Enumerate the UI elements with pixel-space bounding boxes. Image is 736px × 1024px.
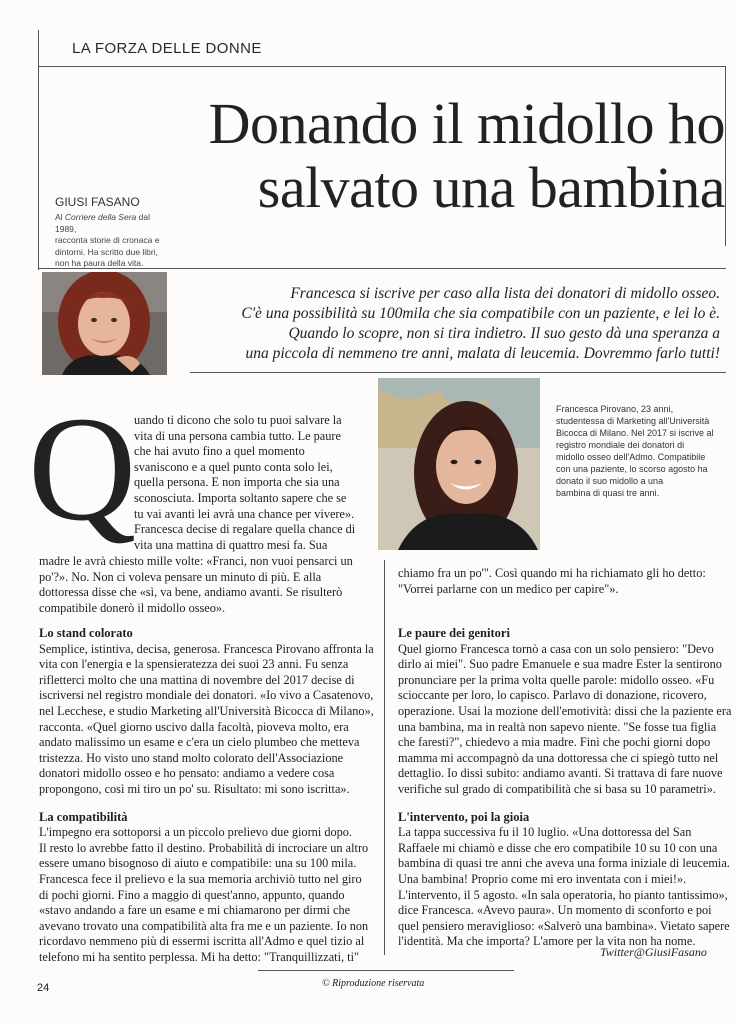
body-line: bambina di quasi tre anni che aveva una forma iniziale di leucemia. (398, 856, 730, 871)
author-name: GIUSI FASANO (55, 195, 140, 209)
body-line: telefono mi ha sentito perplessa. Mi ha detto: "Tranquillizzati, ti" (39, 949, 360, 964)
body-line: vita una mattina di quattro mesi fa. Sua (134, 537, 328, 552)
column-right-start (398, 566, 723, 597)
body-line: Semplice, istintiva, decisa, generosa. Francesca Pirovano affronta la (39, 641, 374, 656)
caption-line: donato il suo midollo a una (556, 476, 664, 486)
body-line: Una bambina! Proprio come mi ero inventata con i miei!». (398, 871, 687, 886)
body-line: Francesca decise di regalare quella chance di (134, 522, 356, 537)
column-divider (384, 560, 385, 955)
body-line: sconosciuta. Importa soltanto sapere che se (134, 490, 347, 505)
caption-line: bambina di quasi tre anni. (556, 488, 660, 498)
body-line: svaniscono e a quel punto conta solo lei, (134, 459, 333, 474)
body-line: La tappa successiva fu il 10 luglio. «Una dottoressa del San (398, 825, 692, 840)
twitter-handle: Twitter@GiusiFasano (600, 945, 707, 959)
column-right (398, 626, 732, 950)
body-line: operazione. Usai la mozione dell'emotività: dissi che la paziente era (398, 703, 732, 718)
body-line: l'identità. Ma che importa? L'amore per la vita non ha nome. (398, 934, 696, 949)
body-line: una bambina, ma in realtà non sapevo niente. "Se fosse tua figlia (398, 719, 717, 734)
intro-paragraph (134, 413, 361, 553)
subhead-intervento: L'intervento, poi la gioia (398, 809, 530, 824)
body-line: avevano trovato una compatibilità alta fra me e un paziente. Io non (39, 918, 369, 933)
body-line: essere umano bisognoso di aiuto e compatibile: una su 100 mila. (39, 856, 357, 871)
caption-line: studentessa di Marketing all'Università (556, 416, 710, 426)
body-line: verifiche sul grado di compatibilità che si basa su 10 parametri». (398, 781, 716, 796)
body-line: vita di una persona cambia tutto. Le paure (134, 428, 341, 443)
body-line: che hai avuto fino a quel momento (134, 444, 305, 459)
lead-line: Quando lo scopre, non si tira indietro. Il suo gesto dà una speranza a (288, 325, 720, 342)
body-line: di pochi giorni. Fino a maggio di quest'anno, appunto, quando (39, 887, 345, 902)
body-line: tu vai avanti lei avrà una chance per vivere». (134, 506, 355, 521)
bio-line: non ha paura della vita. (55, 258, 144, 268)
author-photo (42, 272, 167, 375)
page-number: 24 (37, 982, 50, 994)
body-line: nel Lecchese, e studio Marketing all'Università Bicocca di Milano», (39, 703, 374, 718)
lead-rule (190, 372, 726, 373)
body-line: L'impegno era sottoporsi a un piccolo prelievo due giorni dopo. (39, 825, 352, 840)
body-line: Raffaele mi chiamò e disse che ero compatibile 10 su 10 con una (398, 840, 718, 855)
body-line: «stavo andando a fare un esame e mi chiamarono per dirmi che (39, 903, 351, 918)
body-line: mamma mi accompagnò da una dottoressa che ci spiegò tutto nel (398, 750, 719, 765)
copyright-notice: © Riproduzione riservata (322, 978, 425, 989)
body-line: chiamo fra un po'". Così quando mi ha richiamato gli ho detto: (398, 566, 706, 580)
body-line: madre le avrà chiesto mille volte: «Franci, non vuoi pensarci un (39, 554, 353, 568)
body-line: dottoressa disse che «sì, va bene, andiamo avanti. Se risulterò (39, 585, 343, 600)
body-line: andato malissimo un esame e c'era un cielo plumbeo che metteva (39, 735, 360, 750)
headline (165, 92, 725, 220)
lead-line: Francesca si iscrive per caso alla lista dei donatori di midollo osseo. (290, 285, 720, 302)
body-line: tristezza. Ho visto uno stand molto colorato dell'Associazione (39, 750, 344, 765)
body-line: quel pensiero meraviglioso: «Salverò una bambina». Vietato sapere (398, 918, 730, 933)
body-line: racconta. «Quel giorno uscivo dalla facoltà, pioveva molto, era (39, 719, 349, 734)
body-line: pronunciare per la prima volta quelle parole: midollo osseo. «Fu (398, 672, 715, 687)
section-label: LA FORZA DELLE DONNE (72, 40, 262, 57)
header-rule (38, 66, 726, 67)
caption-line: midollo osseo dell'Admo. Compatibile (556, 452, 706, 462)
drop-cap: Q (28, 386, 137, 552)
body-line: rifletterci molto che una mattina di novembre del 2017 decise di (39, 672, 355, 687)
lead-line: una piccola di nemmeno tre anni, malata di leucemia. Dovremmo farlo tutti! (245, 345, 720, 362)
caption-line: Francesca Pirovano, 23 anni, (556, 404, 674, 414)
body-line: scioccante per loro, lo capisco. Parlavo di donazione, ricovero, (398, 688, 707, 703)
photo-caption (556, 403, 716, 499)
headline-line: Donando il midollo ho (208, 91, 725, 156)
intro-paragraph-continued (39, 554, 361, 616)
body-line: ricordavo nemmeno più di essermi iscritta all'Admo e quel tizio al (39, 934, 365, 949)
body-line: vita con l'energia e la spensieratezza dei suoi 23 anni. Fu senza (39, 657, 349, 672)
caption-line: Bicocca di Milano. Nel 2017 si iscrive al (556, 428, 714, 438)
francesca-photo (378, 378, 540, 550)
body-line: dice Francesca. «Avevo paura». Un momento di sconforto e poi (398, 903, 712, 918)
body-line: propongono, così mi tiro un po' su. Risultato: mi sono iscritta». (39, 781, 350, 796)
author-rule (38, 268, 726, 269)
bio-line: racconta storie di cronaca e (55, 235, 160, 245)
body-line: che faresti?", chiedevo a mia madre. Finì che pochi giorni dopo (398, 735, 711, 750)
body-line: dettaglio. Io dissi subito: andiamo avanti. Si trattava di fare nuove (398, 766, 723, 781)
body-line: Quel giorno Francesca tornò a casa con un solo pensiero: "Devo (398, 641, 714, 656)
subhead-compat: La compatibilità (39, 809, 128, 824)
subhead-stand: Lo stand colorato (39, 626, 133, 640)
bio-line: Al Corriere della Sera dal 1989, (55, 212, 150, 234)
body-line: quella persona. E non importa che sia una (134, 475, 340, 490)
body-line: iscriversi nel registro mondiale dei donatori. «Io vivo a Casatenovo, (39, 688, 374, 703)
header-right-rule (725, 66, 726, 246)
headline-line: salvato una bambina (257, 155, 725, 220)
caption-line: registro mondiale dei donatori di (556, 440, 685, 450)
caption-line: con una paziente, lo scorso agosto ha (556, 464, 708, 474)
body-line: uando ti dicono che solo tu puoi salvare la (134, 413, 342, 427)
body-line: donatori midollo osseo e ho pensato: andiamo a vedere cosa (39, 766, 335, 781)
body-line: "Vorrei parlarne con un medico per capire"». (398, 581, 619, 596)
lead-line: C'è una possibilità su 100mila che sia compatibile con un paziente, e lei lo è. (241, 305, 720, 322)
column-left (39, 626, 374, 965)
lead-paragraph (190, 284, 720, 364)
body-line: compatibile donerò il midollo osseo». (39, 600, 226, 615)
subhead-paure: Le paure dei genitori (398, 626, 510, 640)
body-line: Francesca fece il prelievo e la sua memoria archiviò tutto nel giro (39, 871, 362, 886)
body-line: Il resto lo avrebbe fatto il destino. Probabilità di incrociare un altro (39, 840, 369, 855)
bio-line: dintorni. Ha scritto due libri, (55, 246, 158, 257)
author-bio (55, 212, 165, 270)
body-line: po'?». No. Non ci voleva pensare un minuto di più. E alla (39, 569, 322, 584)
body-line: L'intervento, il 5 agosto. «In sala operatoria, ho pianto tantissimo», (398, 887, 728, 902)
body-line: dirlo ai miei". Suo padre Emanuele e sua madre Ester la sentirono (398, 657, 722, 672)
footer-rule (258, 970, 514, 971)
